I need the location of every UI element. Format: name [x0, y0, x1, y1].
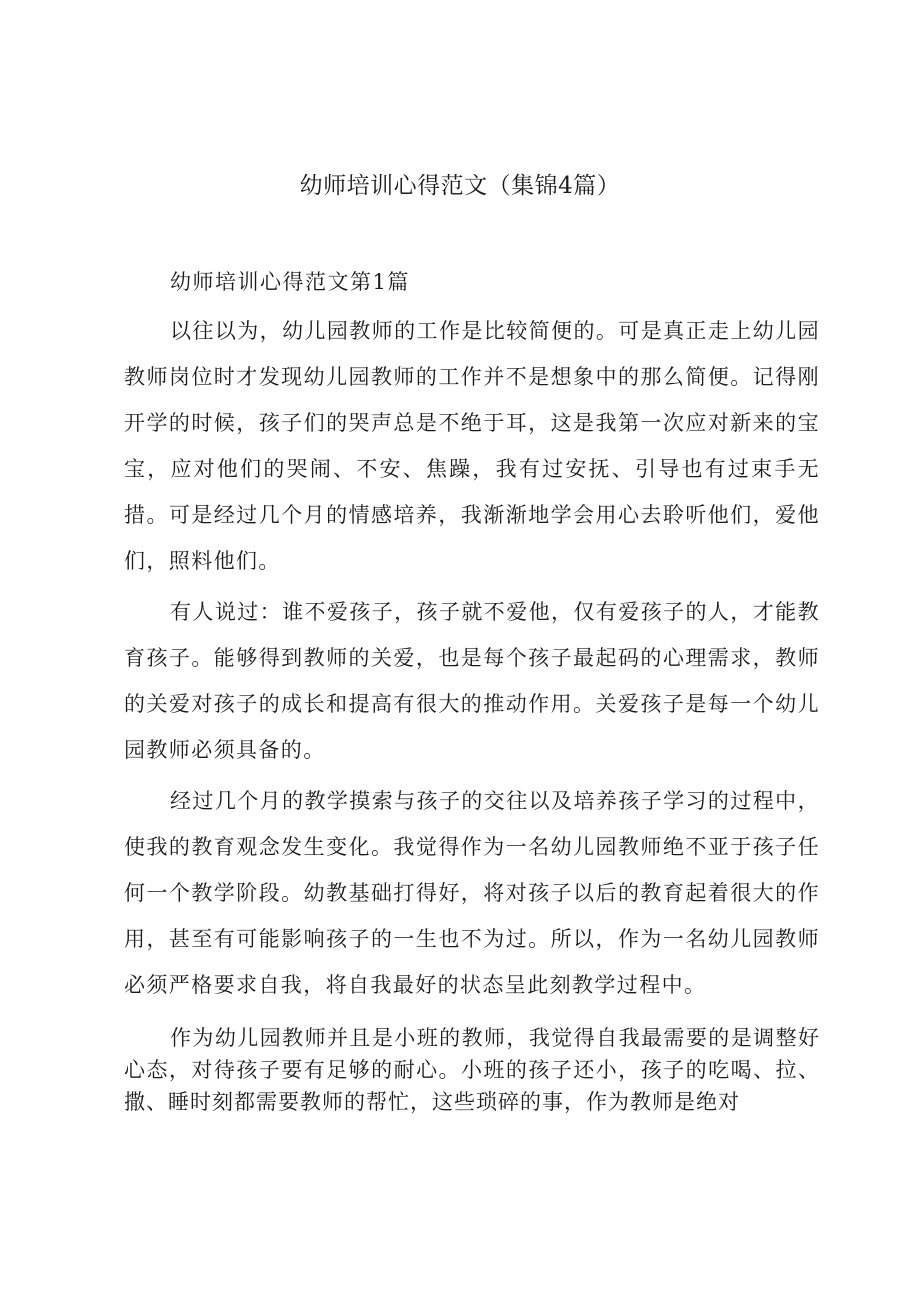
document-body: [124, 262, 820, 1118]
paragraph-4: 作为幼儿园教师并且是小班的教师，我觉得自我最需要的是调整好心态，对待孩子要有足够的耐心。小班的孩子还小，孩子的吃喝、拉、撒、睡时刻都需要教师的帮忙，这些琐碎的事，作为教师是绝对: [124, 1026, 820, 1114]
document-title: 幼师培训心得范文（集锦4篇）: [299, 173, 621, 199]
paragraph-2: 有人说过：谁不爱孩子，孩子就不爱他，仅有爱孩子的人，才能教育孩子。能够得到教师的关爱，也是每个孩子最起码的心理需求，教师的关爱对孩子的成长和提高有很大的推动作用。关爱孩子是每一个幼儿园教师必须具备的。: [124, 600, 820, 762]
paragraph-1: 以往以为，幼儿园教师的工作是比较简便的。可是真正走上幼儿园教师岗位时才发现幼儿园教师的工作并不是想象中的那么简便。记得刚开学的时候，孩子们的哭声总是不绝于耳，这是我第一次应对新来的宝宝，应对他们的哭闹、不安、焦躁，我有过安抚、引导也有过束手无措。可是经过几个月的情感培养，我渐渐地学会用心去聆听他们，爱他们，照料他们。: [124, 319, 820, 573]
paragraph-3: 经过几个月的教学摸索与孩子的交往以及培养孩子学习的过程中，使我的教育观念发生变化。我觉得作为一名幼儿园教师绝不亚于孩子任何一个教学阶段。幼教基础打得好，将对孩子以后的教育起着很大的作用，甚至有可能影响孩子的一生也不为过。所以，作为一名幼儿园教师必须严格要求自我，将自我最好的状态呈此刻教学过程中。: [124, 789, 820, 997]
section-heading: 幼师培训心得范文第1篇: [170, 270, 410, 294]
